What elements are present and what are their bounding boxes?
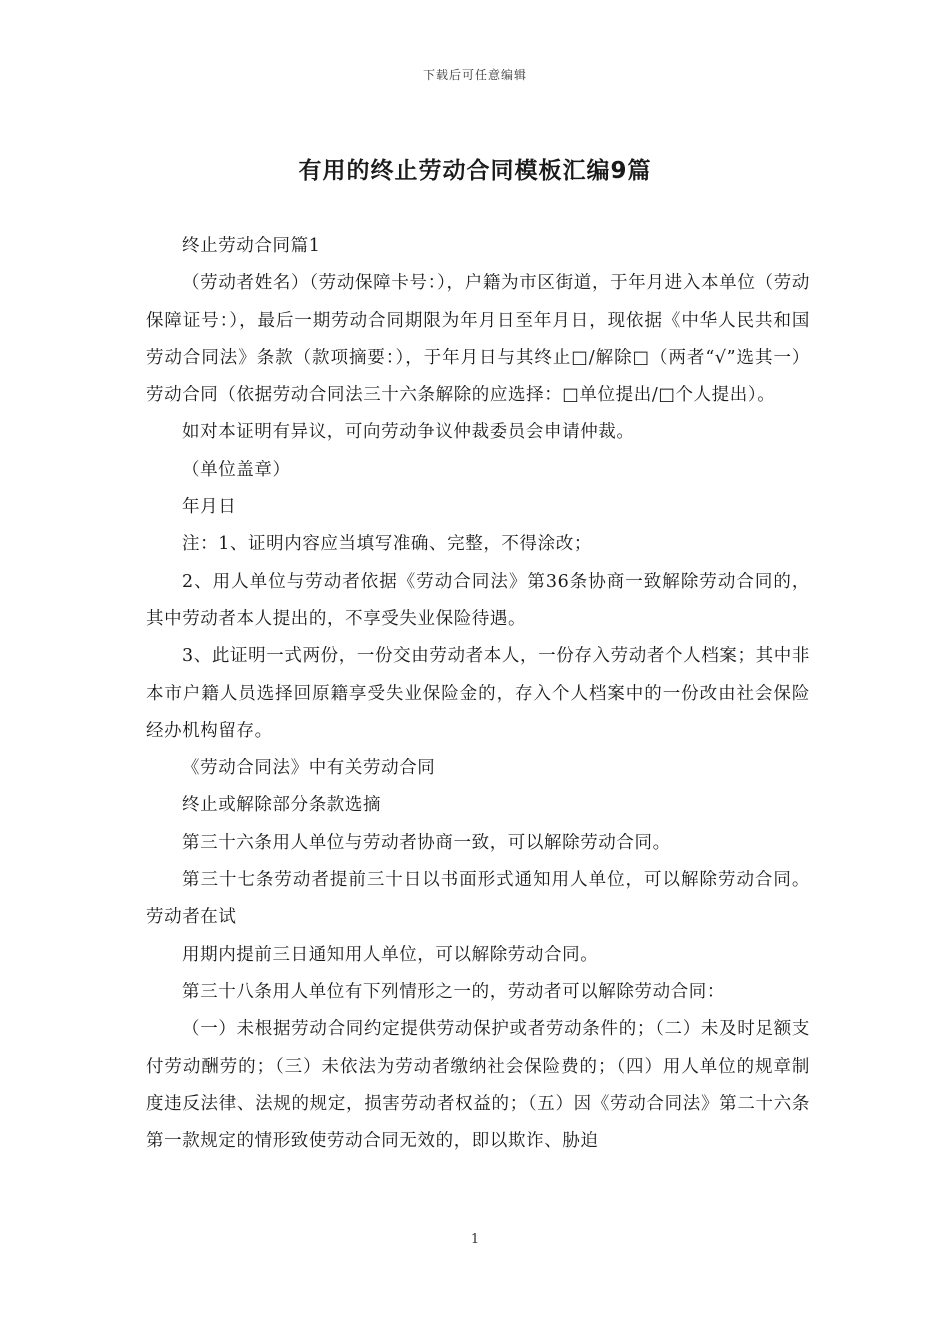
document-title: 有用的终止劳动合同模板汇编9篇 [298, 158, 652, 184]
paragraph-note-2: 2、用人单位与劳动者依据《劳动合同法》第36条协商一致解除劳动合同的，其中劳动者本人提出的，不享受失业保险待遇。 [146, 571, 810, 629]
paragraph-law-subheading: 终止或解除部分条款选摘 [182, 795, 382, 816]
paragraph-law-heading: 《劳动合同法》中有关劳动合同 [182, 758, 436, 779]
paragraph-article-36: 第三十六条用人单位与劳动者协商一致，可以解除劳动合同。 [182, 832, 671, 853]
page-header-note: 下载后可任意编辑 [422, 68, 527, 82]
document-body [146, 228, 810, 1160]
page-number: 1 [470, 1232, 480, 1247]
paragraph-seal: （单位盖章） [182, 459, 291, 480]
section-heading: 终止劳动合同篇1 [182, 236, 321, 256]
paragraph-date: 年月日 [182, 497, 237, 518]
paragraph-note-3: 3、此证明一式两份，一份交由劳动者本人，一份存入劳动者个人档案；其中非本市户籍人员选择回原籍享受失业保险金的，存入个人档案中的一份改由社会保险经办机构留存。 [146, 646, 810, 741]
paragraph-note-1: 注：1、证明内容应当填写准确、完整，不得涂改； [182, 534, 592, 555]
paragraph-article-37: 第三十七条劳动者提前三十日以书面形式通知用人单位，可以解除劳动合同。劳动者在试 [146, 870, 810, 928]
paragraph-objection: 如对本证明有异议，可向劳动争议仲裁委员会申请仲裁。 [182, 422, 635, 443]
paragraph-article-38-items: （一）未根据劳动合同约定提供劳动保护或者劳动条件的；（二）未及时足额支付劳动酬劳的；（三）未依法为劳动者缴纳社会保险费的；（四）用人单位的规章制度违反法律、法规的规定，损害劳动者权益的；（五）因《劳动合同法》第二十六条第一款规定的情形致使劳动合同无效的，即以欺诈、胁迫 [146, 1019, 810, 1152]
paragraph-article-37-cont: 用期内提前三日通知用人单位，可以解除劳动合同。 [182, 944, 599, 965]
paragraph-certificate-text: （劳动者姓名）（劳动保障卡号：），户籍为市区街道，于年月进入本单位（劳动保障证号：），最后一期劳动合同期限为年月日至年月日，现依据《中华人民共和国劳动合同法》条款（款项摘要：），于年月日与其终止□/解除□（两者“√”选其一）劳动合同（依据劳动合同法三十六条解除的应选择：□单位提出/□个人提出）。 [146, 273, 810, 406]
paragraph-article-38: 第三十八条用人单位有下列情形之一的，劳动者可以解除劳动合同： [182, 981, 725, 1002]
